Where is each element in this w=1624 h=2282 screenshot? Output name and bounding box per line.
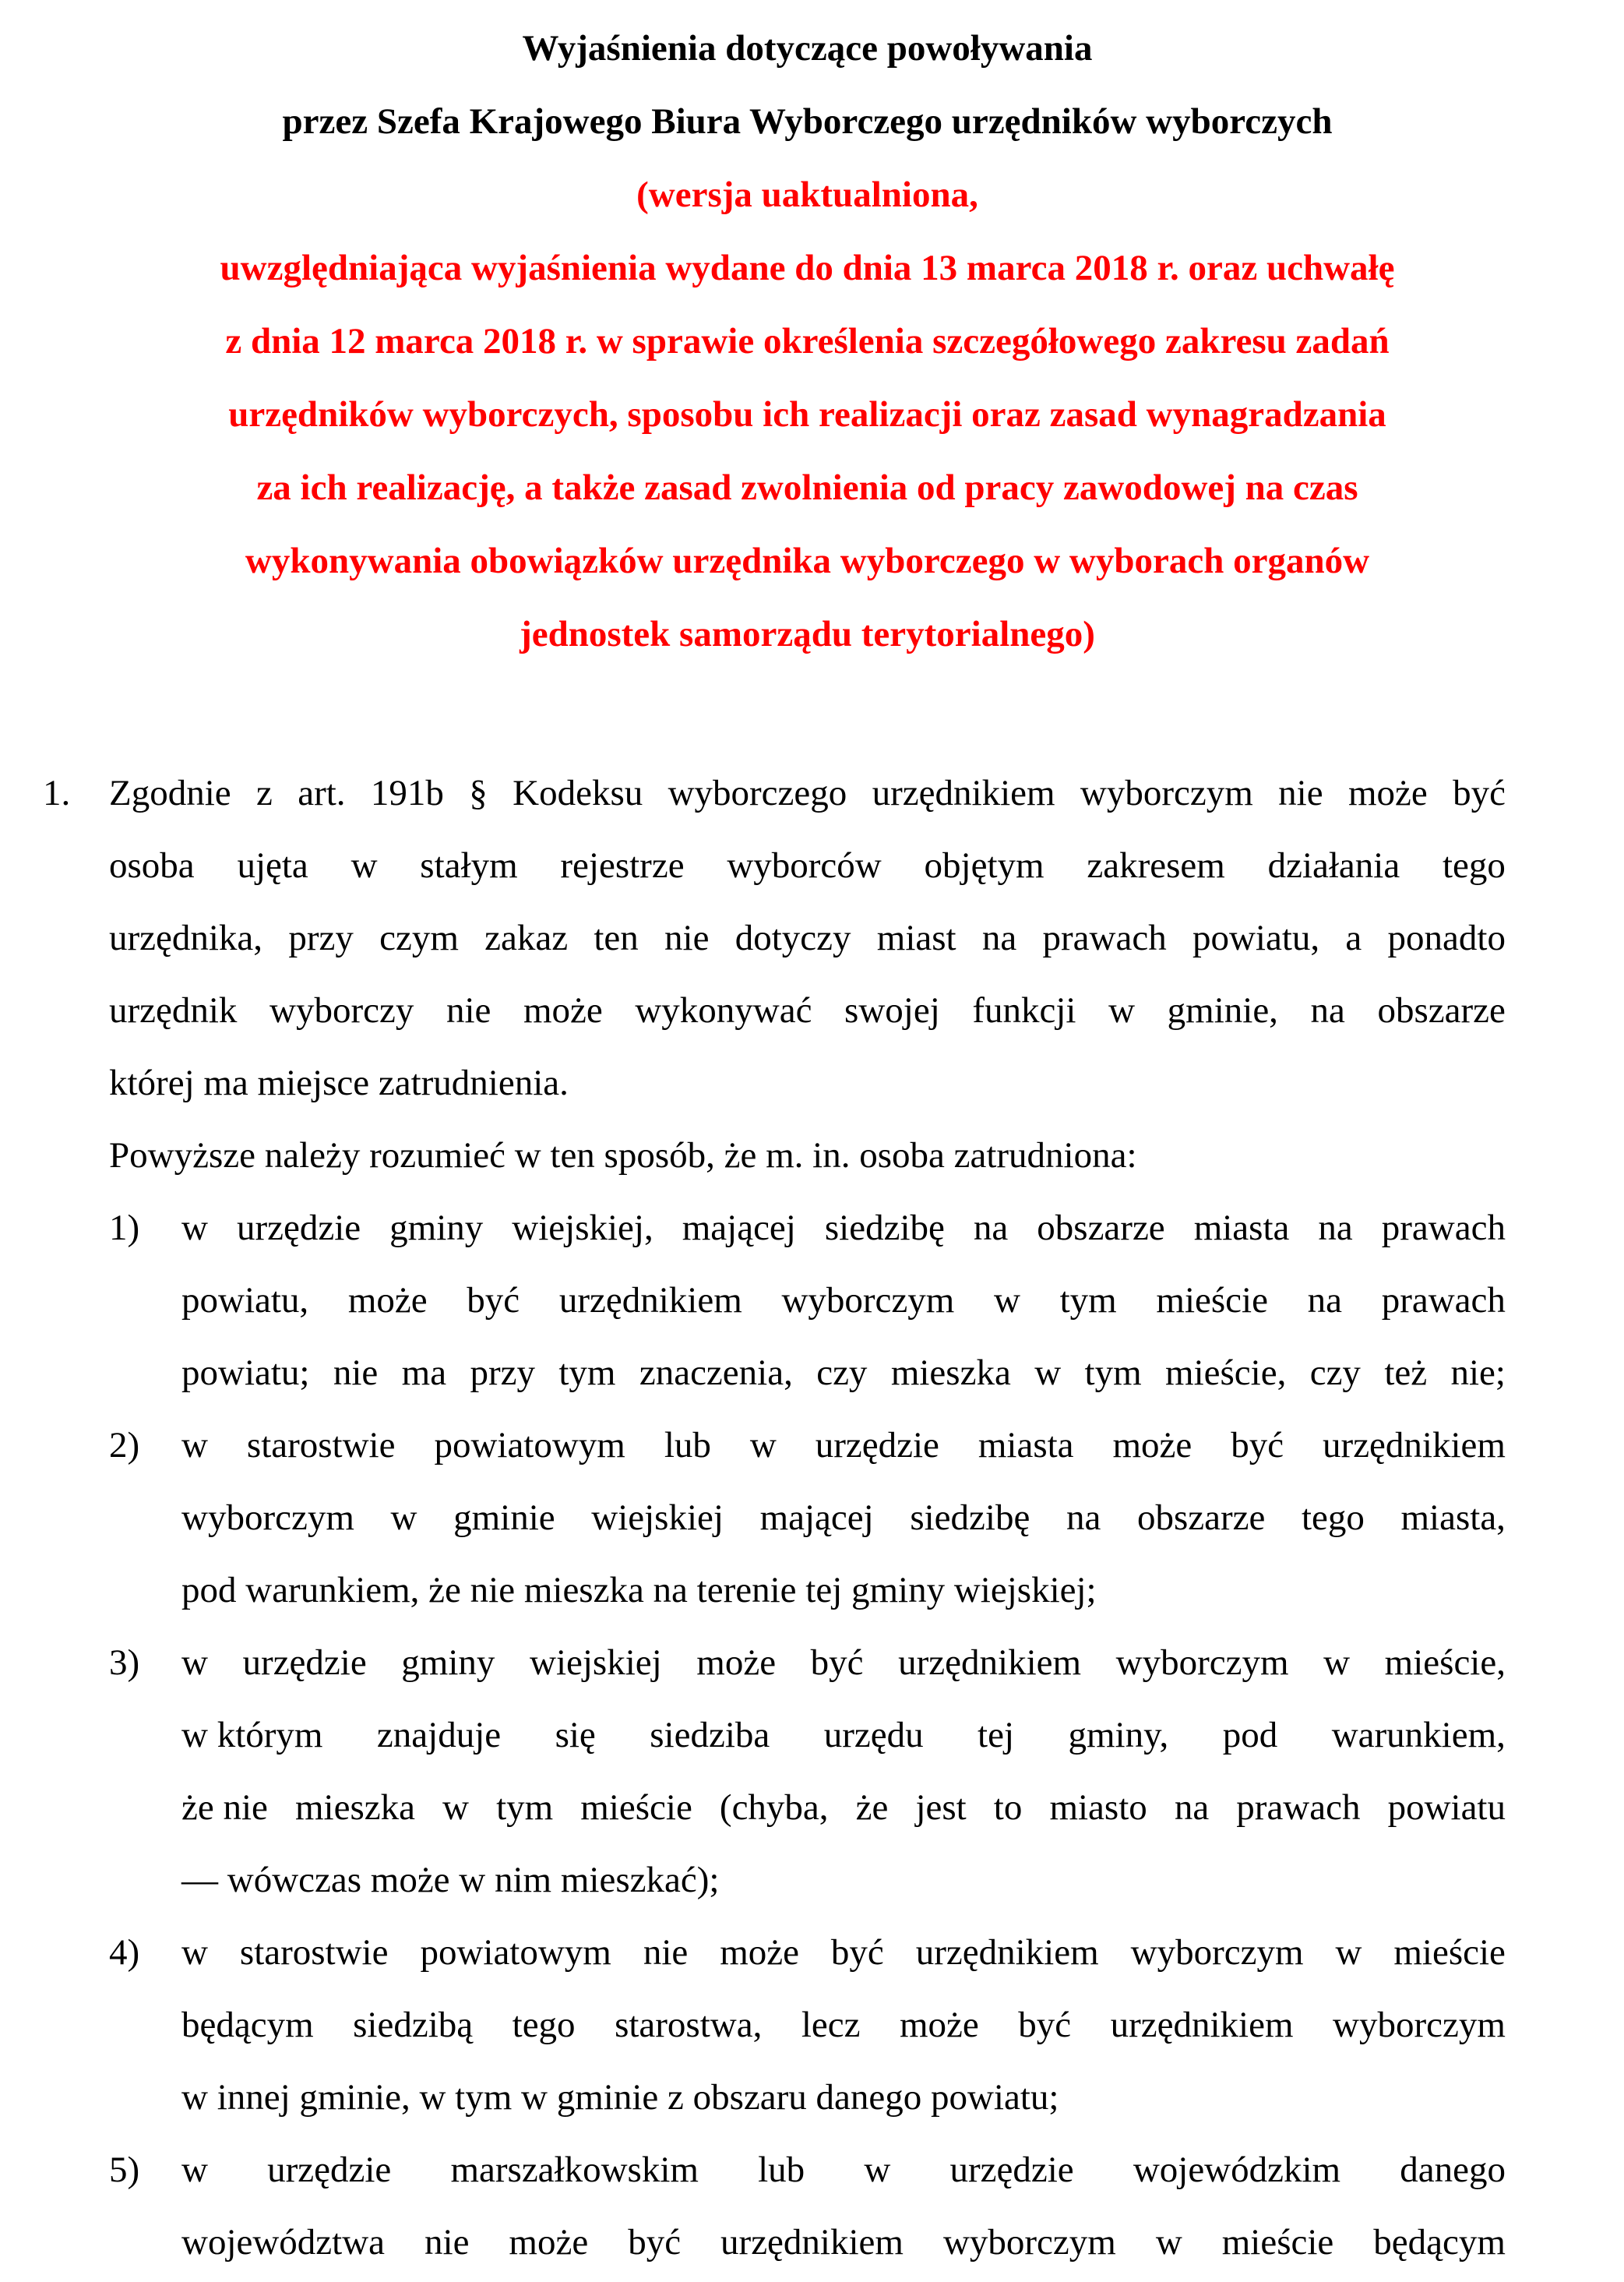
list-item-1 — [109, 1192, 1506, 1409]
text-line: — wówczas może w nim mieszkać); — [181, 1860, 720, 1900]
subtitle-line: z dnia 12 marca 2018 r. w sprawie określenia szczegółowego zakresu zadań — [225, 321, 1390, 362]
text-line: wyborczym w gminie wiejskiej mającej siedzibę na obszarze tego miasta, — [181, 1497, 1506, 1538]
text-line: urzędnik wyborczy nie może wykonywać swojej funkcji w gminie, na obszarze — [109, 990, 1506, 1031]
paragraph-1 — [43, 757, 1506, 1120]
text-line: 2) w starostwie powiatowym lub w urzędzie miasta może być urzędnikiem — [109, 1409, 1506, 1482]
list-item-2 — [109, 1409, 1506, 1627]
subtitle-line: (wersja uaktualniona, — [636, 175, 978, 215]
list-item-4 — [109, 1917, 1506, 2134]
subtitle-line: jednostek samorządu terytorialnego) — [520, 614, 1095, 654]
text-line: powiatu; nie ma przy tym znaczenia, czy mieszka w tym mieście, czy też nie; — [181, 1353, 1506, 1393]
text-line: urzędnika, przy czym zakaz ten nie dotyczy miast na prawach powiatu, a ponadto — [109, 918, 1506, 958]
subtitle-line: uwzględniająca wyjaśnienia wydane do dnia 13 marca 2018 r. oraz uchwałę — [220, 248, 1395, 288]
list-item-3 — [109, 1627, 1506, 1917]
text-line: że nie mieszka w tym mieście (chyba, że jest to miasto na prawach powiatu — [181, 1787, 1506, 1828]
body-block — [43, 757, 1506, 2279]
text-line: będącym siedzibą tego starostwa, lecz może być urzędnikiem wyborczym — [181, 2005, 1506, 2045]
title-line: Wyjaśnienia dotyczące powoływania — [522, 28, 1093, 69]
subtitle-line: wykonywania obowiązków urzędnika wyborczego w wyborach organów — [245, 541, 1370, 581]
text-line: województwa nie może być urzędnikiem wyborczym w mieście będącym — [181, 2222, 1506, 2263]
text-line: 5) w urzędzie marszałkowskim lub w urzędzie wojewódzkim danego — [109, 2134, 1506, 2206]
text-line: w innej gminie, w tym w gminie z obszaru danego powiatu; — [181, 2077, 1059, 2118]
subtitle-line: za ich realizację, a także zasad zwolnienia od pracy zawodowej na czas — [256, 467, 1358, 508]
text-line: 1) w urzędzie gminy wiejskiej, mającej siedzibę na obszarze miasta na prawach — [109, 1192, 1506, 1264]
text-line: Powyższe należy rozumieć w ten sposób, że m. in. osoba zatrudniona: — [109, 1135, 1137, 1176]
text-line: 3) w urzędzie gminy wiejskiej może być urzędnikiem wyborczym w mieście, — [109, 1627, 1506, 1699]
title-line: przez Szefa Krajowego Biura Wyborczego urzędników wyborczych — [282, 101, 1333, 142]
list-item-marker: 1) — [109, 1208, 140, 1248]
text-line: 1. Zgodnie z art. 191b § Kodeksu wyborczego urzędnikiem wyborczym nie może być — [109, 757, 1506, 830]
list-item-marker: 2) — [109, 1425, 140, 1465]
list-item-marker: 3) — [109, 1642, 140, 1683]
header-block — [109, 12, 1506, 671]
list-item-marker: 4) — [109, 1932, 140, 1973]
paragraph-number: 1. — [43, 773, 71, 813]
list-item-marker: 5) — [109, 2150, 140, 2190]
text-line: której ma miejsce zatrudnienia. — [109, 1063, 569, 1103]
text-line: powiatu, może być urzędnikiem wyborczym w tym mieście na prawach — [181, 1280, 1506, 1321]
list-item-5 — [109, 2134, 1506, 2279]
text-line: pod warunkiem, że nie mieszka na terenie tej gminy wiejskiej; — [181, 1570, 1097, 1610]
text-line: w którym znajduje się siedziba urzędu tej gminy, pod warunkiem, — [181, 1715, 1506, 1755]
text-line: 4) w starostwie powiatowym nie może być urzędnikiem wyborczym w mieście — [109, 1917, 1506, 1989]
text-line: osoba ujęta w stałym rejestrze wyborców objętym zakresem działania tego — [109, 845, 1506, 886]
header-body-gap — [109, 671, 1506, 757]
subtitle-line: urzędników wyborczych, sposobu ich realizacji oraz zasad wynagradzania — [228, 394, 1386, 435]
